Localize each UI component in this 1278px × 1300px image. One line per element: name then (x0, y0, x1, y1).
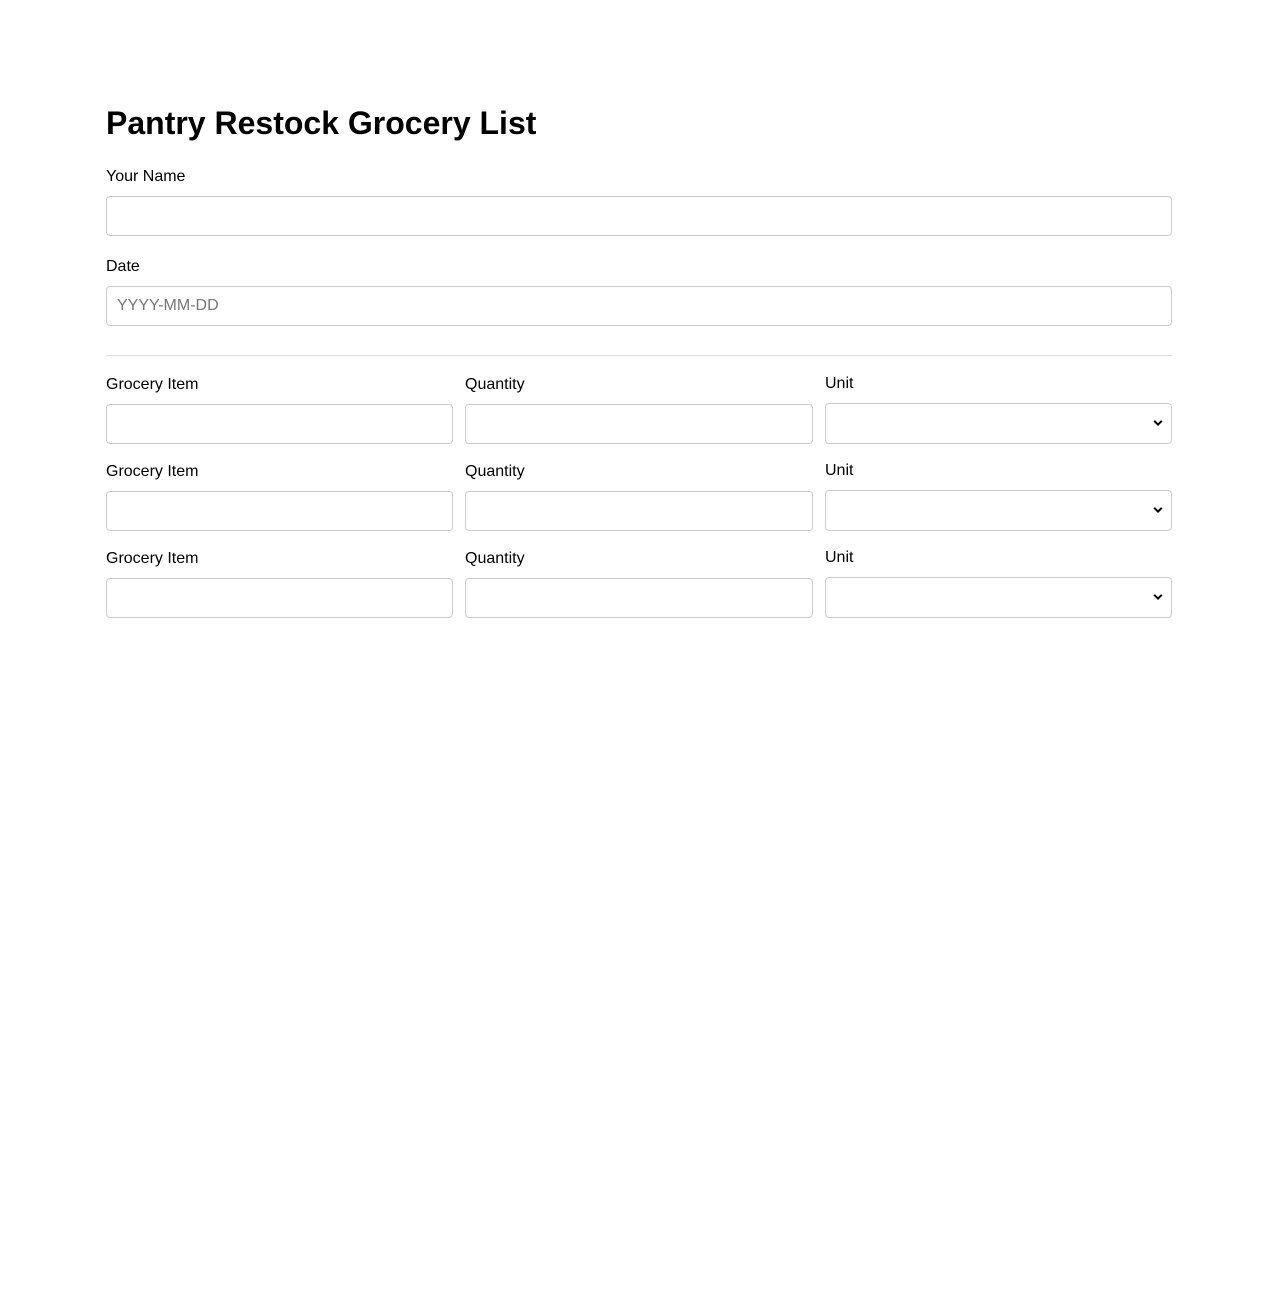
unit-label: Unit (825, 462, 854, 479)
name-input[interactable] (106, 196, 1172, 236)
grocery-item-input[interactable] (106, 491, 453, 531)
unit-label: Unit (825, 549, 854, 566)
chevron-down-icon (1153, 593, 1163, 601)
grocery-item-input[interactable] (106, 404, 453, 444)
grocery-row (106, 376, 1172, 446)
quantity-input[interactable] (465, 404, 813, 444)
grocery-item-label: Grocery Item (106, 463, 199, 480)
chevron-down-icon (1153, 419, 1163, 427)
unit-select[interactable] (825, 490, 1172, 531)
quantity-input[interactable] (465, 491, 813, 531)
name-field-group (106, 168, 1172, 236)
unit-select[interactable] (825, 403, 1172, 444)
quantity-label: Quantity (465, 376, 525, 393)
grocery-item-label: Grocery Item (106, 550, 199, 567)
date-label: Date (106, 258, 140, 275)
quantity-label: Quantity (465, 550, 525, 567)
date-input[interactable] (106, 286, 1172, 326)
chevron-down-icon (1153, 506, 1163, 514)
quantity-label: Quantity (465, 463, 525, 480)
page-title: Pantry Restock Grocery List (106, 105, 537, 141)
unit-select[interactable] (825, 577, 1172, 618)
unit-label: Unit (825, 375, 854, 392)
quantity-input[interactable] (465, 578, 813, 618)
section-divider (106, 355, 1172, 356)
grocery-item-label: Grocery Item (106, 376, 199, 393)
grocery-row (106, 463, 1172, 533)
date-field-group (106, 258, 1172, 326)
grocery-row (106, 550, 1172, 620)
name-label: Your Name (106, 168, 186, 185)
grocery-item-input[interactable] (106, 578, 453, 618)
